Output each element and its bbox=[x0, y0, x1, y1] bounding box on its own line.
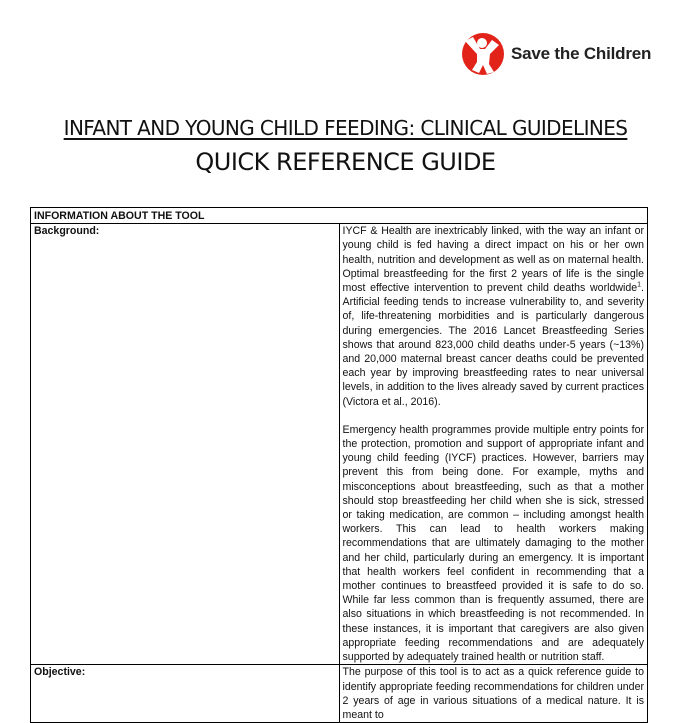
table-row-background bbox=[31, 224, 648, 665]
document-subtitle: QUICK REFERENCE GUIDE bbox=[195, 148, 496, 176]
save-the-children-figure-icon bbox=[461, 32, 505, 76]
footnote-marker: 1 bbox=[637, 281, 642, 289]
background-paragraph-2: Emergency health programmes provide multiple entry points for the protection, promotion and support of appropriate infant and young child feeding (IYCF) practices. However, barriers may prevent this from being done. For example, myths and misconceptions about breastfeeding, such as that a mother should stop breastfeeding her child when she is sick, stressed or taking medication, are common – including amongst health workers. This can lead to health workers making recommendations that are ultimately damaging to the mother and her child, particularly during an emergency. It is important that health workers feel confident in recommending that a mother continues to breastfeed provided it is safe to do so. While far less common than is frequently assumed, there are also situations in which breastfeeding is not recommended. In these instances, it is important that caregivers are also given appropriate feeding recommendations and are adequately supported by adequately trained health or nutrition staff. bbox=[342, 423, 644, 664]
background-paragraph-1-rest: . Artificial feeding tends to increase vulnerability to, and severity of, life-threatening morbidities and is particularly dangerous during emergencies. The 2016 Lancet Breastfeeding Series shows that around 823,000 child deaths under-5 years (~13%) and 20,000 maternal breast cancer deaths could be prevented each year by improving breastfeeding rates to near universal levels, in addition to the lives already saved by current practices (Victora et al., 2016). bbox=[342, 282, 644, 408]
table-row-objective bbox=[31, 665, 648, 723]
brand-name: Save the Children bbox=[511, 44, 652, 63]
row-label-background: Background: bbox=[31, 224, 340, 665]
background-paragraph-1 bbox=[343, 224, 645, 409]
table-header-row bbox=[31, 208, 648, 224]
document-title: INFANT AND YOUNG CHILD FEEDING: CLINICAL GUIDELINES bbox=[63, 116, 628, 140]
row-body-objective: The purpose of this tool is to act as a quick reference guide to identify appropriate feeding recommendations for children under 2 years of age in various situations of a medical nature. It is meant to bbox=[339, 665, 648, 723]
row-body-background bbox=[339, 224, 648, 665]
background-paragraph-1-text: IYCF & Health are inextricably linked, with the way an infant or young child is fed having a direct impact on his or her own health, nutrition and development as well as on maternal health. Optimal breastfeeding for the first 2 years of life is the single most effective intervention to prevent child deaths worldwide bbox=[342, 225, 644, 295]
logo bbox=[461, 30, 661, 78]
row-label-objective: Objective: bbox=[31, 665, 340, 723]
table-header: INFORMATION ABOUT THE TOOL bbox=[31, 208, 648, 224]
info-table bbox=[30, 207, 648, 723]
